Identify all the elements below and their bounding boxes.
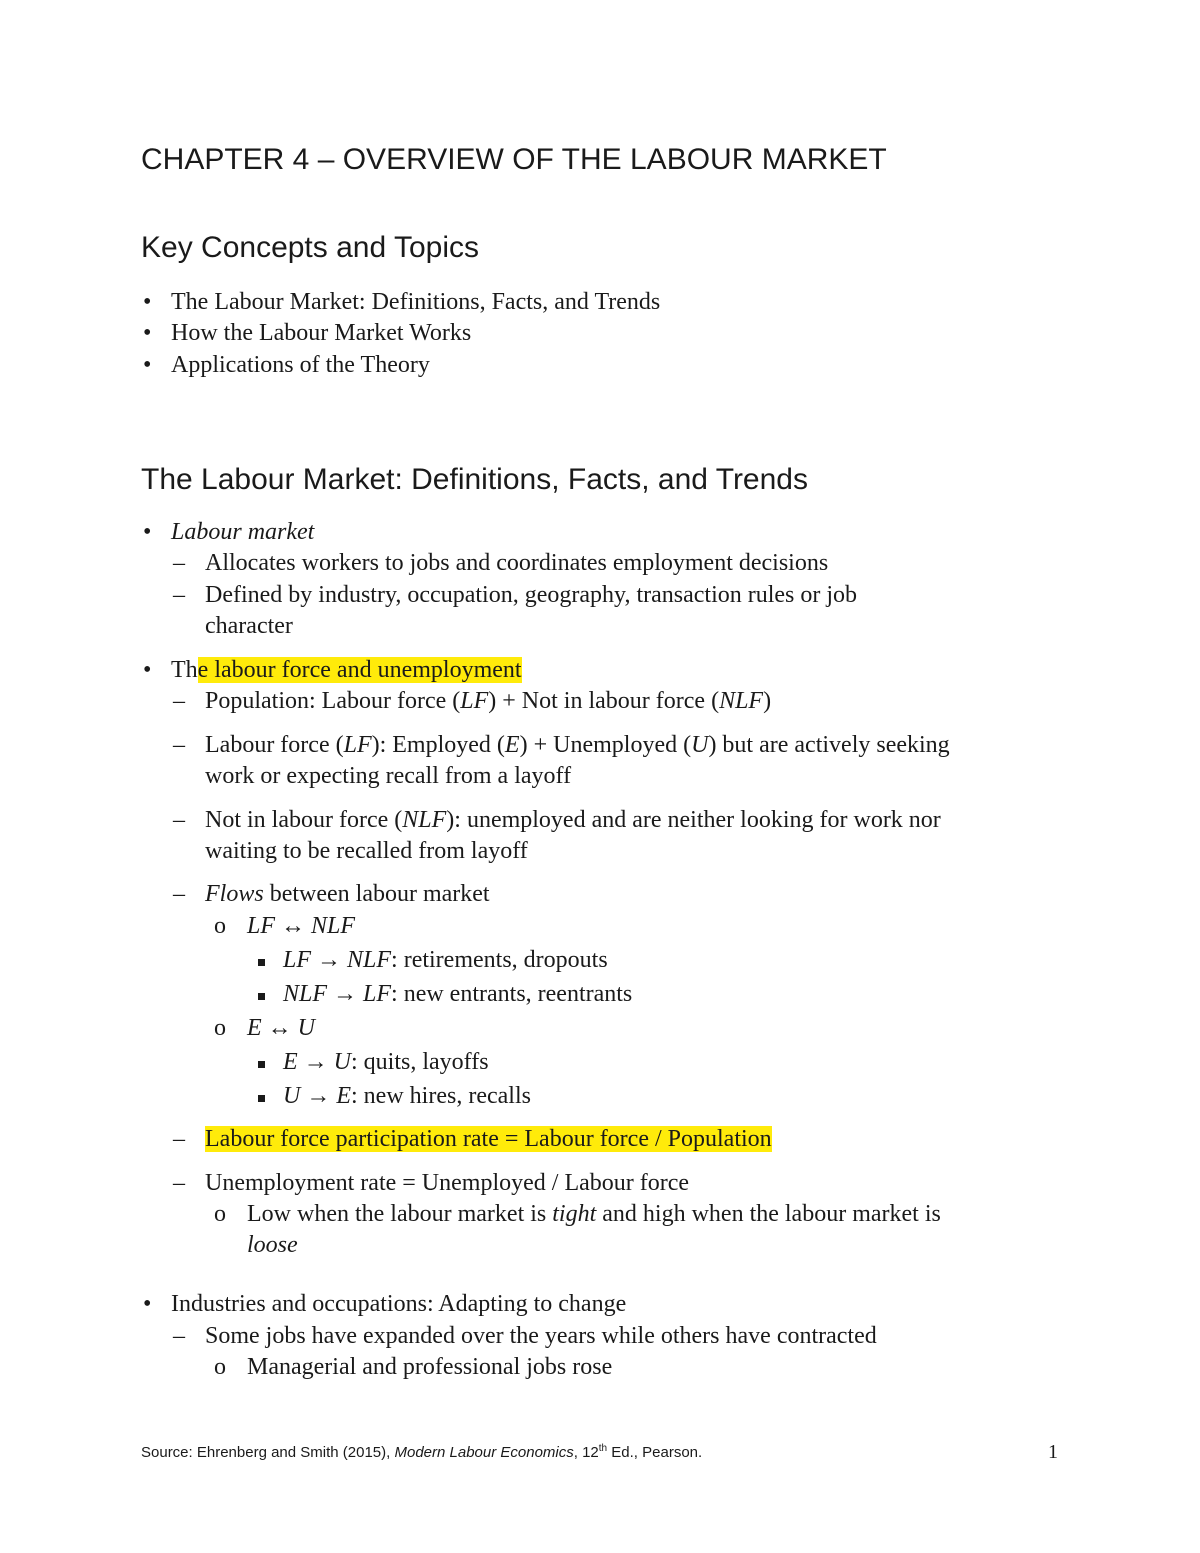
population-definition: Population: Labour force (LF) + Not in labour force (NLF) <box>205 688 772 714</box>
dash: – <box>173 550 185 576</box>
list-item-continuation: loose <box>247 1232 298 1258</box>
highlighted-text: Labour force participation rate = Labour force / Population <box>205 1126 772 1152</box>
list-item: Some jobs have expanded over the years while others have contracted <box>205 1323 877 1349</box>
tight-loose-note: Low when the labour market is tight and high when the labour market is <box>247 1201 941 1227</box>
dash: – <box>173 582 185 608</box>
bullet: • <box>143 289 152 315</box>
dash: – <box>173 1323 185 1349</box>
bullet: • <box>143 352 152 378</box>
industries-label: Industries and occupations: Adapting to change <box>171 1291 627 1317</box>
footer-source: Source: Ehrenberg and Smith (2015), Modern Labour Economics, 12th Ed., Pearson. <box>141 1443 703 1461</box>
labour-market-label: Labour market <box>171 519 315 545</box>
page-number: 1 <box>1048 1441 1058 1463</box>
dash: – <box>173 688 185 714</box>
list-item-continuation: character <box>205 613 293 639</box>
circle-bullet: o <box>214 1201 226 1227</box>
u-to-e: U → E: new hires, recalls <box>283 1083 531 1109</box>
flows-item: Flows between labour market <box>205 881 490 907</box>
participation-rate <box>205 1126 772 1153</box>
nlf-to-lf: NLF → LF: new entrants, reentrants <box>283 981 633 1007</box>
list-item-continuation: waiting to be recalled from layoff <box>205 838 528 864</box>
key-concept-item: The Labour Market: Definitions, Facts, and Trends <box>171 289 661 315</box>
bullet: • <box>143 320 152 346</box>
labour-force-label: The labour force and unemployment <box>171 657 522 683</box>
list-item: Defined by industry, occupation, geography, transaction rules or job <box>205 582 858 608</box>
bullet: • <box>143 657 152 683</box>
key-concept-item: Applications of the Theory <box>171 352 430 378</box>
dash: – <box>173 807 185 833</box>
list-item-continuation: work or expecting recall from a layoff <box>205 763 572 789</box>
square-bullet <box>258 1095 265 1102</box>
dash: – <box>173 1126 185 1152</box>
circle-bullet: o <box>214 1354 226 1380</box>
highlighted-text: e labour force and unemployment <box>197 657 522 683</box>
e-to-u: E → U: quits, layoffs <box>283 1049 489 1075</box>
circle-bullet: o <box>214 1015 226 1041</box>
dash: – <box>173 732 185 758</box>
square-bullet <box>258 959 265 966</box>
section-heading: The Labour Market: Definitions, Facts, and Trends <box>141 463 808 496</box>
chapter-title: CHAPTER 4 – OVERVIEW OF THE LABOUR MARKET <box>141 143 887 176</box>
list-item: Managerial and professional jobs rose <box>247 1354 613 1380</box>
e-u-flow: E ↔ U <box>247 1015 316 1041</box>
list-item: Allocates workers to jobs and coordinates employment decisions <box>205 550 829 576</box>
key-concept-item: How the Labour Market Works <box>171 320 472 346</box>
square-bullet <box>258 993 265 1000</box>
unemployment-rate: Unemployment rate = Unemployed / Labour force <box>205 1170 690 1196</box>
circle-bullet: o <box>214 913 226 939</box>
lf-to-nlf: LF → NLF: retirements, dropouts <box>283 947 608 973</box>
dash: – <box>173 881 185 907</box>
labour-force-definition: Labour force (LF): Employed (E) + Unemployed (U) but are actively seeking <box>205 732 950 758</box>
key-concepts-heading: Key Concepts and Topics <box>141 231 479 264</box>
nlf-definition: Not in labour force (NLF): unemployed and are neither looking for work nor <box>205 807 941 833</box>
lf-nlf-flow: LF ↔ NLF <box>247 913 356 939</box>
bullet: • <box>143 519 152 545</box>
square-bullet <box>258 1061 265 1068</box>
bullet: • <box>143 1291 152 1317</box>
dash: – <box>173 1170 185 1196</box>
